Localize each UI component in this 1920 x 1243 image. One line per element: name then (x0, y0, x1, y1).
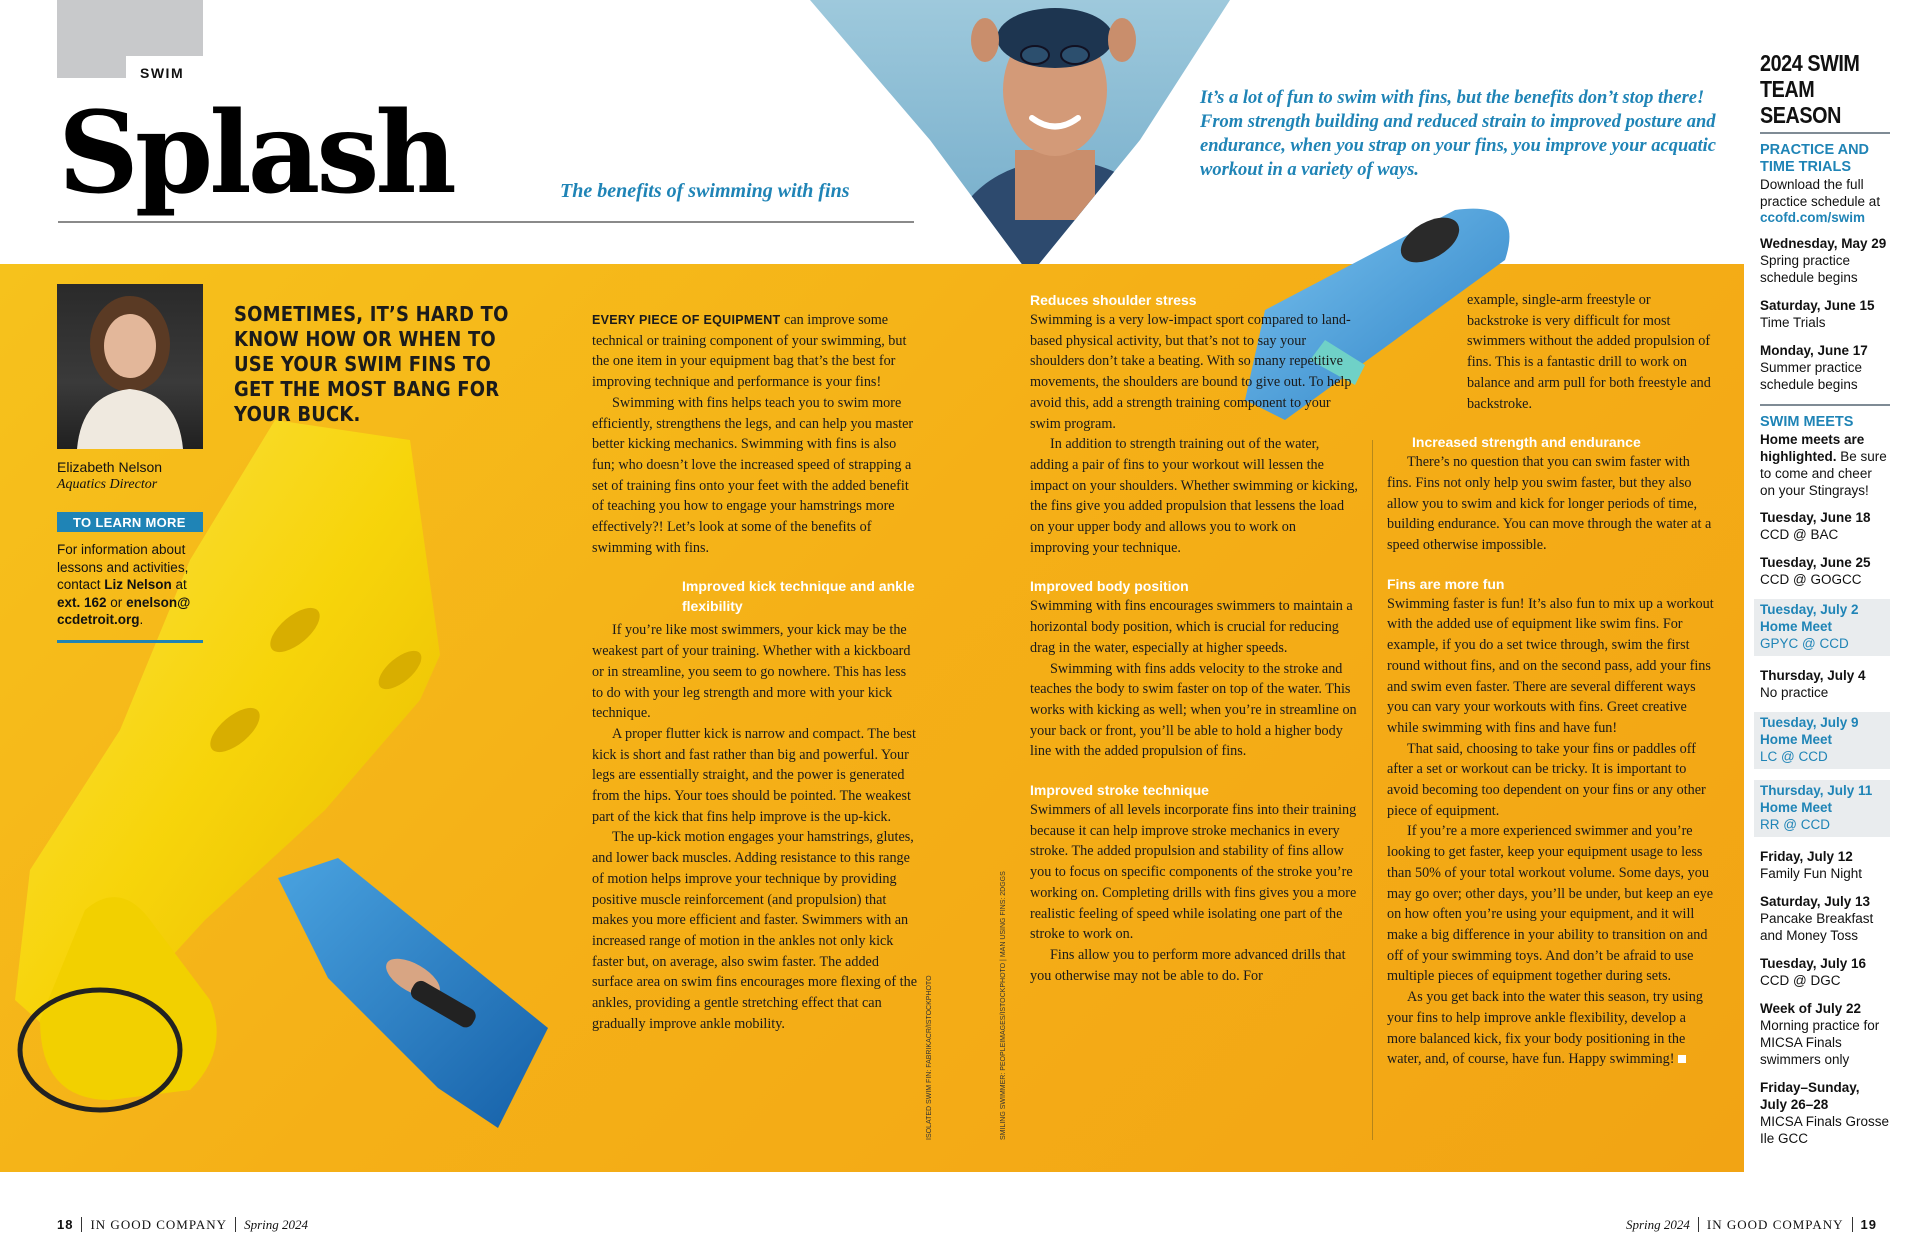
schedule-description: Pancake Breakfast and Money Toss (1760, 911, 1874, 943)
publication-name: IN GOOD COMPANY (1706, 1217, 1844, 1232)
schedule-description: Morning practice for MICSA Finals swimmers only (1760, 1018, 1880, 1067)
underwater-swimmer-photo (268, 858, 558, 1148)
schedule-description: GPYC @ CCD (1760, 636, 1849, 651)
home-meet-label: Home Meet (1760, 732, 1833, 747)
schedule-description: MICSA Finals Grosse Ile GCC (1760, 1114, 1890, 1146)
end-mark-icon (1678, 1055, 1686, 1063)
footer-right (1626, 1217, 1877, 1233)
subhead-body-position: Improved body position (1030, 578, 1189, 595)
practice-heading: PRACTICE AND TIME TRIALS (1760, 142, 1870, 175)
paragraph: In addition to strength training out of the water, adding a pair of fins to your workout will lessen the impact on your shoulders. Whether swimming or kicking, the fins give you added propulsion that lessens the load on your upper body and allows you to work on improving your technique. (1030, 436, 1358, 556)
swimmer-photo (810, 0, 1230, 275)
article-column-1 (592, 310, 918, 1035)
schedule-date: Tuesday, July 16 (1760, 956, 1867, 971)
schedule-description: CCD @ GOGCC (1760, 572, 1862, 587)
subhead-fun: Fins are more fun (1387, 575, 1505, 592)
paragraph: EVERY PIECE OF EQUIPMENT can improve some technical or training component of your swimming, but the one item in your equipment bag that’s the best for improving technique and performance is your fins! (592, 312, 907, 391)
lead-in: EVERY PIECE OF EQUIPMENT (592, 313, 781, 327)
schedule-description: Time Trials (1760, 315, 1826, 330)
paragraph: Swimmers of all levels incorporate fins into their training because it can help improve stroke mechanics in every stroke. The added propulsion and stability of fins allow you to focus on specific components of the stroke you’re working on. Completing drills with fins gives you a more realistic feeling of speed while isolating one part of the stroke to work on. (1030, 802, 1357, 943)
publication-name: IN GOOD COMPANY (90, 1217, 228, 1232)
paragraph: If you’re like most swimmers, your kick may be the weakest part of your training. Whether with a kickboard or in streamline, you seem to go nowhere. This has less to do with your leg strength and more with your kick technique. (592, 622, 911, 722)
schedule-description: CCD @ DGC (1760, 973, 1841, 988)
home-meet-label: Home Meet (1760, 619, 1833, 634)
schedule-date: Thursday, July 4 (1760, 668, 1866, 683)
paragraph: A proper flutter kick is narrow and compact. The best kick is short and fast rather than big and powerful. Your legs are essentially straight, and the power is generated from the hips. Your toes should be pointed. The weakest part of the kick that fins help improve is the up-kick. (592, 725, 916, 825)
sidebar-divider (1760, 132, 1890, 134)
practice-schedule (1760, 235, 1890, 393)
author-role: Aquatics Director (57, 477, 158, 492)
pull-quote: SOMETIMES, IT’S HARD TO KNOW HOW OR WHEN TO USE YOUR SWIM FINS TO GET THE MOST BANG FOR YOUR BUCK. (234, 302, 509, 426)
author-portrait (57, 284, 203, 449)
learn-more-divider (57, 640, 203, 643)
schedule-date: Wednesday, May 29 (1760, 236, 1887, 251)
photo-credit-2: SMILING SWIMMER: PEOPLEIMAGES/ISTOCKPHOTO | MAN USING FINS: 2DGGS (1000, 871, 1007, 1140)
page-number-left: 18 (57, 1217, 74, 1232)
page-title: Splash (58, 88, 453, 219)
schedule-description: Family Fun Night (1760, 866, 1863, 881)
paragraph: Swimming faster is fun! It’s also fun to mix up a workout with the added use of equipment like swim fins. For example, if you do a set twice through, swim the first round without fins, and on the second pass, add your fins and swim even faster. There are several different ways you can vary your workouts with fins. Greet creative while swimming with fins and have fun! (1387, 595, 1714, 736)
learn-more-text: For information about lessons and activities, contact Liz Nelson at ext. 162 or enelson@ ccdetroit.org. (57, 542, 191, 627)
schedule-item (1754, 780, 1890, 837)
schedule-date: Tuesday, June 18 (1760, 510, 1871, 525)
schedule-description: Summer practice schedule begins (1760, 360, 1863, 392)
schedule-date: Tuesday, July 9 (1760, 715, 1859, 730)
schedule-item (1760, 955, 1890, 989)
page-number-right: 19 (1860, 1217, 1877, 1232)
paragraph: That said, choosing to take your fins or paddles off after a set or workout can be tricky. It is important to avoid becoming too dependent on your fins or any other piece of equipment. (1387, 740, 1706, 819)
schedule-item (1754, 599, 1890, 656)
schedule-description: RR @ CCD (1760, 817, 1830, 832)
subhead-stroke: Improved stroke technique (1030, 782, 1209, 799)
paragraph: Swimming with fins encourages swimmers to maintain a horizontal body position, which is crucial for reducing drag in the water, especially at higher speeds. (1030, 598, 1353, 656)
home-meet-label: Home Meet (1760, 800, 1833, 815)
meet-schedule (1760, 509, 1890, 1147)
schedule-item (1760, 235, 1890, 286)
contact-extension: ext. 162 (57, 594, 107, 610)
schedule-item (1760, 667, 1890, 701)
schedule-item (1760, 1000, 1890, 1068)
paragraph: example, single-arm freestyle or backstroke is very difficult for most swimmers without the added propulsion of fins. This is a fantastic drill to work on balance and arm pull for both freestyle and backstroke. (1467, 292, 1711, 412)
meets-heading: SWIM MEETS (1760, 414, 1854, 430)
schedule-date: Friday, July 12 (1760, 849, 1853, 864)
schedule-date: Saturday, July 13 (1760, 894, 1871, 909)
practice-text: Download the full practice schedule at (1760, 177, 1881, 209)
schedule-item (1760, 554, 1890, 588)
schedule-description: Spring practice schedule begins (1760, 253, 1858, 285)
schedule-item (1760, 893, 1890, 944)
schedule-item (1760, 297, 1890, 331)
paragraph: The up-kick motion engages your hamstrings, glutes, and lower back muscles. Adding resistance to this range of motion helps improve your technique by providing positive muscle reinforcement (and propulsion) that makes you more efficient and faster. Swimmers with an increased range of motion in the ankles not only kick faster but, on average, also swim faster. The added surface area on swim fins encourages more flexing of the ankles, providing a gentle stretching effect that can gradually improve ankle mobility. (592, 829, 918, 1032)
schedule-date: Friday–Sunday, July 26–28 (1760, 1080, 1860, 1112)
learn-more-badge: TO LEARN MORE (57, 512, 203, 532)
subhead-shoulder: Reduces shoulder stress (1030, 292, 1197, 308)
schedule-item (1760, 848, 1890, 882)
schedule-description: No practice (1760, 685, 1829, 700)
article-column-2 (1030, 290, 1358, 986)
schedule-date: Saturday, June 15 (1760, 298, 1875, 313)
schedule-date: Thursday, July 11 (1760, 783, 1873, 798)
practice-link[interactable]: ccofd.com/swim (1760, 210, 1866, 225)
footer-left (57, 1217, 308, 1233)
schedule-item (1760, 509, 1890, 543)
sidebar-divider (1760, 404, 1890, 406)
schedule-date: Tuesday, June 25 (1760, 555, 1871, 570)
paragraph: As you get back into the water this season, try using your fins to help improve ankle flexibility, develop a more balanced kick, fix your body positioning in the water, and, of course, have fun. Happy swimming! (1387, 989, 1703, 1068)
schedule-description: CCD @ BAC (1760, 527, 1839, 542)
swim-season-sidebar (1760, 50, 1890, 1158)
paragraph: There’s no question that you can swim faster with fins. Fins not only help you swim faster, but they also allow you to swim and kick for longer periods of time, building endurance. You can move through the water at a speed otherwise impossible. (1387, 454, 1712, 554)
schedule-item (1754, 712, 1890, 769)
paragraph: If you’re a more experienced swimmer and you’re looking to get faster, keep your equipment usage to less than 50% of your total workout volume. Some days, you may go over; other days, you’ll be under, but keep an eye on how often you’re using your equipment, and it will make a big difference in your ability to transition on and off of your swimming toys. And don’t be afraid to use multiple pieces of equipment together during sets. (1387, 823, 1714, 985)
intro-text: It’s a lot of fun to swim with fins, but the benefits don’t stop there! From strength building and reduced strain to improved posture and endurance, when you strap on your fins, you improve your acquatic workout in a variety of ways. (1200, 88, 1716, 180)
schedule-date: Monday, June 17 (1760, 343, 1868, 358)
contact-name: Liz Nelson (104, 577, 172, 592)
paragraph: Swimming with fins helps teach you to swim more efficiently, strengthens the legs, and can help you master better kicking mechanics. Swimming with fins is also fun; who doesn’t love the increased speed of strapping a set of training fins onto your feet with the added benefit of teaching you how to engage your hamstrings more effectively?! Let’s look at some of the benefits of swimming with fins. (592, 394, 914, 556)
paragraph: Swimming with fins adds velocity to the stroke and teaches the body to swim faster on top of the water. This works with kicking as well; when you’re in streamline on your back or front, you’ll be able to hold a higher body line with the added propulsion of fins. (1030, 660, 1357, 760)
issue-name: Spring 2024 (244, 1217, 308, 1232)
sidebar-title: 2024 SWIM TEAM SEASON (1760, 50, 1860, 128)
schedule-description: LC @ CCD (1760, 749, 1828, 764)
paragraph: Fins allow you to perform more advanced drills that you otherwise may not be able to do. For (1030, 946, 1346, 984)
schedule-date: Week of July 22 (1760, 1001, 1862, 1016)
column-divider (1372, 440, 1373, 1140)
title-divider (58, 221, 914, 223)
paragraph: Swimming is a very low-impact sport compared to land-based physical activity, but that’s not to say your shoulders don’t take a beating. With so many repetitive movements, the shoulders are bound to give out. To help avoid this, add a strength training component to your swim program. (1030, 312, 1352, 432)
page-subtitle: The benefits of swimming with fins (560, 180, 850, 202)
schedule-item (1760, 1079, 1890, 1147)
schedule-item (1760, 342, 1890, 393)
subhead-strength: Increased strength and endurance (1412, 434, 1641, 451)
subhead-kick: Improved kick technique and ankle flexibility (682, 578, 915, 615)
issue-name: Spring 2024 (1626, 1217, 1690, 1232)
meets-text: Home meets are highlighted. Be sure to come and cheer on your Stingrays! (1760, 432, 1887, 498)
photo-credit-1: ISOLATED SWIM FIN: FABRIKACR/ISTOCKPHOTO (926, 975, 933, 1140)
section-tag: SWIM (126, 56, 204, 82)
article-column-3 (1387, 290, 1715, 1070)
author-name: Elizabeth Nelson (57, 459, 163, 475)
contact-email[interactable]: enelson@ ccdetroit.org (57, 594, 191, 627)
schedule-date: Tuesday, July 2 (1760, 602, 1859, 617)
